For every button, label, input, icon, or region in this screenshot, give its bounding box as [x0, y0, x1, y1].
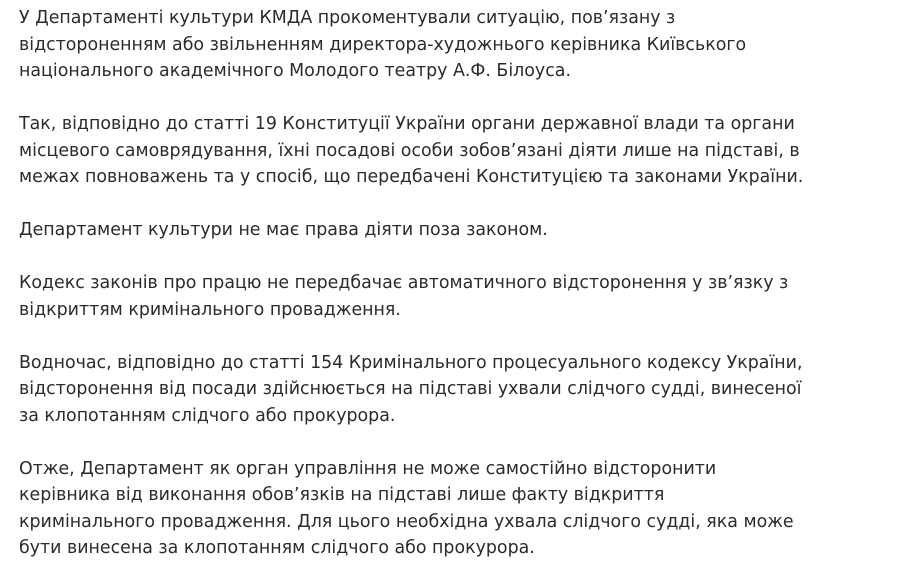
text-line: місцевого самоврядування, їхні посадові особи зобов’язані діяти лише на підставі, в [19, 140, 800, 161]
text-line: Департамент культури не має права діяти поза законом. [19, 220, 548, 240]
text-line: національного академічного Молодого театру А.Ф. Білоуса. [19, 61, 571, 81]
text-line: відкриттям кримінального провадження. [19, 299, 401, 320]
text-line: за клопотанням слідчого або прокурора. [19, 405, 396, 426]
paragraph-6 [19, 456, 884, 562]
text-line: відсторонення від посади здійснюється на підставі ухвали слідчого судді, винесеної [19, 379, 802, 399]
text-line: відстороненням або звільненням директора-художнього керівника Київського [19, 34, 747, 55]
paragraph-4 [19, 270, 884, 323]
text-line: У Департаменті культури КМДА прокоментували ситуацію, пов’язану з [19, 8, 676, 28]
text-line: межах повноважень та у спосіб, що передбачені Конституцією та законами України. [19, 167, 804, 187]
paragraph-3 [19, 217, 884, 244]
text-line: Отже, Департамент як орган управління не може самостійно відсторонити [19, 458, 717, 479]
text-line: Так, відповідно до статті 19 Конституції України органи державної влади та органи [19, 114, 795, 134]
paragraph-5 [19, 350, 884, 430]
text-line: Водночас, відповідно до статті 154 Кримінального процесуального кодексу України, [19, 352, 803, 373]
text-line: Кодекс законів про працю не передбачає автоматичного відсторонення у зв’язку з [19, 273, 789, 293]
text-line: бути винесена за клопотанням слідчого або прокурора. [19, 538, 535, 558]
text-line: керівника від виконання обов’язків на підставі лише факту відкриття [19, 485, 665, 505]
paragraph-1 [19, 5, 884, 85]
text-line: кримінального провадження. Для цього необхідна ухвала слідчого судді, яка може [19, 511, 794, 532]
paragraph-2 [19, 111, 884, 191]
